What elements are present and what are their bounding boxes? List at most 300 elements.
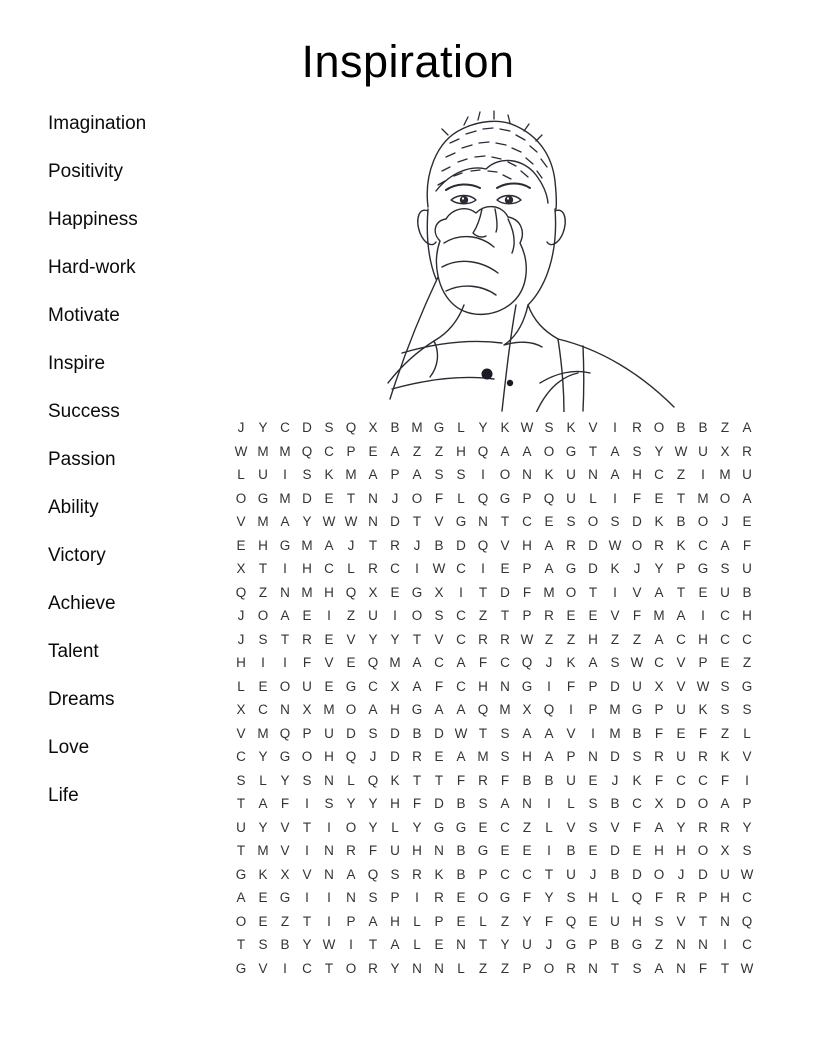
grid-cell-letter: R <box>566 537 576 553</box>
grid-cell-letter: V <box>302 866 312 882</box>
grid-cell-letter: A <box>346 866 356 882</box>
grid-cell-letter: E <box>544 514 554 530</box>
grid-cell-letter: S <box>390 866 400 882</box>
grid-cell-letter: I <box>547 678 551 694</box>
grid-cell-letter: V <box>676 913 686 929</box>
grid-cell-letter: C <box>720 631 730 647</box>
grid-cell-letter: S <box>434 608 444 624</box>
grid-cell-letter: C <box>698 772 708 788</box>
grid-cell-letter: O <box>345 819 357 835</box>
grid-cell-letter: Z <box>610 631 620 647</box>
grid-cell-letter: G <box>631 702 643 718</box>
grid-cell-letter: J <box>237 608 245 624</box>
grid-cell-letter: C <box>456 561 466 577</box>
grid-cell-letter: X <box>654 678 664 694</box>
grid-cell-letter: D <box>390 514 400 530</box>
grid-cell-letter: U <box>698 443 708 459</box>
grid-cell-letter: A <box>324 537 334 553</box>
grid-cell-letter: N <box>324 866 334 882</box>
grid-cell-letter: F <box>632 819 642 835</box>
grid-cell-letter: T <box>236 937 246 953</box>
grid-cell-letter: Q <box>345 749 357 765</box>
grid-cell-letter: N <box>588 467 598 483</box>
grid-cell-letter: O <box>345 702 357 718</box>
grid-cell-letter: U <box>236 819 246 835</box>
grid-cell-letter: O <box>653 420 665 436</box>
collar <box>430 305 558 377</box>
grid-cell-letter: A <box>610 443 620 459</box>
grid-cell-letter: V <box>434 514 444 530</box>
grid-cell-letter: V <box>610 608 620 624</box>
grid-cell-letter: A <box>654 960 664 976</box>
grid-cell-letter: X <box>720 443 730 459</box>
grid-cell-letter: W <box>520 420 534 436</box>
grid-cell-letter: C <box>434 655 444 671</box>
grid-cell-letter: B <box>412 725 422 741</box>
grid-cell-letter: V <box>566 819 576 835</box>
grid-cell-letter: V <box>500 537 510 553</box>
grid-cell-letter: Z <box>500 960 510 976</box>
grid-cell-letter: E <box>676 725 686 741</box>
grid-cell-letter: T <box>412 772 422 788</box>
grid-cell-letter: L <box>391 819 399 835</box>
grid-cell-letter: E <box>720 655 730 671</box>
word-search-grid <box>230 416 758 980</box>
grid-cell-letter: R <box>742 443 752 459</box>
grid-cell-letter: D <box>500 584 510 600</box>
forearm <box>390 277 516 411</box>
grid-cell-letter: W <box>322 514 336 530</box>
grid-cell-letter: A <box>742 420 752 436</box>
grid-cell-letter: I <box>613 490 617 506</box>
grid-cell-letter: W <box>608 537 622 553</box>
grid-cell-letter: Z <box>434 443 444 459</box>
grid-cell-letter: H <box>390 796 400 812</box>
grid-cell-letter: V <box>588 420 598 436</box>
grid-cell-letter: A <box>500 443 510 459</box>
grid-cell-letter: A <box>390 937 400 953</box>
grid-cell-letter: H <box>456 443 466 459</box>
grid-cell-letter: H <box>302 561 312 577</box>
grid-cell-letter: G <box>499 890 511 906</box>
grid-cell-letter: C <box>654 655 664 671</box>
grid-cell-letter: N <box>676 960 686 976</box>
grid-cell-letter: O <box>477 890 489 906</box>
grid-cell-letter: X <box>280 866 290 882</box>
grid-cell-letter: P <box>654 702 664 718</box>
grid-cell-letter: R <box>368 960 378 976</box>
grid-cell-letter: M <box>257 843 269 859</box>
grid-cell-letter: B <box>456 866 466 882</box>
grid-cell-letter: J <box>369 749 377 765</box>
grid-cell-letter: T <box>720 960 730 976</box>
grid-cell-letter: A <box>368 913 378 929</box>
grid-cell-letter: R <box>654 749 664 765</box>
grid-cell-letter: L <box>545 819 553 835</box>
grid-cell-letter: A <box>236 890 246 906</box>
grid-cell-letter: C <box>236 749 246 765</box>
grid-cell-letter: R <box>632 420 642 436</box>
word-list-item: Life <box>48 785 79 806</box>
grid-cell-letter: T <box>676 490 686 506</box>
grid-cell-letter: F <box>412 796 422 812</box>
grid-cell-letter: F <box>742 537 752 553</box>
grid-cell-letter: T <box>588 443 598 459</box>
grid-cell-letter: M <box>301 584 313 600</box>
word-list-item: Ability <box>48 497 99 518</box>
grid-cell-letter: N <box>522 796 532 812</box>
grid-cell-letter: M <box>257 514 269 530</box>
grid-cell-letter: C <box>676 631 686 647</box>
grid-cell-letter: L <box>413 913 421 929</box>
grid-cell-letter: T <box>434 772 444 788</box>
grid-cell-letter: T <box>368 937 378 953</box>
grid-cell-letter: H <box>522 537 532 553</box>
grid-cell-letter: T <box>676 584 686 600</box>
grid-cell-letter: A <box>588 655 598 671</box>
grid-cell-letter: W <box>696 678 710 694</box>
grid-cell-letter: G <box>411 584 423 600</box>
grid-cell-letter: H <box>654 843 664 859</box>
grid-cell-letter: S <box>368 890 378 906</box>
grid-cell-letter: F <box>368 843 378 859</box>
grid-cell-letter: V <box>676 655 686 671</box>
grid-cell-letter: H <box>698 631 708 647</box>
grid-cell-letter: D <box>302 490 312 506</box>
grid-cell-letter: S <box>258 631 268 647</box>
grid-cell-letter: I <box>327 913 331 929</box>
grid-cell-letter: C <box>390 561 400 577</box>
grid-cell-letter: A <box>522 443 532 459</box>
grid-cell-letter: L <box>611 890 619 906</box>
grid-cell-letter: R <box>412 749 422 765</box>
grid-cell-letter: V <box>280 843 290 859</box>
grid-cell-letter: F <box>654 725 664 741</box>
grid-cell-letter: Z <box>544 631 554 647</box>
grid-cell-letter: R <box>566 960 576 976</box>
grid-cell-letter: K <box>434 866 444 882</box>
grid-cell-letter: F <box>280 796 290 812</box>
grid-cell-letter: I <box>701 467 705 483</box>
grid-cell-letter: T <box>544 866 554 882</box>
grid-cell-letter: K <box>324 467 334 483</box>
grid-cell-letter: E <box>742 514 752 530</box>
grid-cell-letter: A <box>654 819 664 835</box>
grid-cell-letter: A <box>412 467 422 483</box>
grid-cell-letter: J <box>677 866 685 882</box>
grid-cell-letter: S <box>456 467 466 483</box>
grid-cell-letter: R <box>720 819 730 835</box>
grid-cell-letter: W <box>322 937 336 953</box>
grid-cell-letter: N <box>588 960 598 976</box>
grid-cell-letter: Z <box>478 608 488 624</box>
grid-cell-letter: X <box>368 420 378 436</box>
grid-cell-letter: Y <box>368 819 378 835</box>
grid-cell-letter: W <box>630 655 644 671</box>
grid-cell-letter: S <box>368 725 378 741</box>
grid-cell-letter: Y <box>654 561 664 577</box>
grid-cell-letter: O <box>345 960 357 976</box>
grid-cell-letter: A <box>456 655 466 671</box>
grid-cell-letter: S <box>236 772 246 788</box>
grid-cell-letter: A <box>280 514 290 530</box>
grid-cell-letter: Y <box>544 890 554 906</box>
grid-cell-letter: Q <box>367 772 379 788</box>
grid-cell-letter: G <box>565 443 577 459</box>
word-list-item: Achieve <box>48 593 116 614</box>
grid-cell-letter: P <box>346 443 356 459</box>
grid-cell-letter: A <box>368 467 378 483</box>
shirt-details <box>536 339 590 412</box>
grid-cell-letter: Y <box>654 443 664 459</box>
grid-cell-letter: A <box>456 749 466 765</box>
grid-cell-letter: C <box>500 819 510 835</box>
grid-cell-letter: U <box>302 678 312 694</box>
grid-cell-letter: N <box>698 937 708 953</box>
grid-cell-letter: I <box>745 772 749 788</box>
grid-cell-letter: F <box>654 890 664 906</box>
grid-cell-letter: S <box>324 796 334 812</box>
grid-cell-letter: B <box>456 796 466 812</box>
grid-cell-letter: U <box>368 608 378 624</box>
grid-cell-letter: O <box>499 467 511 483</box>
grid-cell-letter: I <box>327 608 331 624</box>
grid-cell-letter: I <box>613 584 617 600</box>
grid-cell-letter: W <box>432 561 446 577</box>
grid-cell-letter: H <box>478 678 488 694</box>
grid-cell-letter: Q <box>367 655 379 671</box>
grid-cell-letter: Q <box>477 702 489 718</box>
grid-cell-letter: N <box>588 749 598 765</box>
grid-cell-letter: U <box>566 866 576 882</box>
grid-cell-letter: K <box>676 537 686 553</box>
grid-cell-letter: P <box>346 913 356 929</box>
grid-cell-letter: S <box>500 725 510 741</box>
grid-cell-letter: T <box>324 960 334 976</box>
grid-cell-letter: M <box>301 537 313 553</box>
grid-cell-letter: C <box>522 514 532 530</box>
grid-cell-letter: B <box>610 937 620 953</box>
grid-cell-letter: L <box>589 490 597 506</box>
grid-cell-letter: L <box>457 960 465 976</box>
grid-cell-letter: F <box>544 913 554 929</box>
grid-cell-letter: Q <box>477 443 489 459</box>
grid-cell-letter: Z <box>676 467 686 483</box>
grid-cell-letter: A <box>434 702 444 718</box>
grid-cell-letter: Y <box>258 749 268 765</box>
grid-cell-letter: M <box>609 725 621 741</box>
grid-cell-letter: A <box>676 608 686 624</box>
grid-cell-letter: U <box>566 772 576 788</box>
grid-cell-letter: E <box>368 443 378 459</box>
grid-cell-letter: Q <box>345 420 357 436</box>
grid-cell-letter: U <box>610 913 620 929</box>
grid-cell-letter: A <box>412 678 422 694</box>
grid-cell-letter: T <box>346 490 356 506</box>
grid-cell-letter: P <box>522 960 532 976</box>
grid-cell-letter: R <box>698 749 708 765</box>
grid-cell-letter: S <box>324 420 334 436</box>
grid-cell-letter: O <box>411 608 423 624</box>
grid-cell-letter: T <box>478 725 488 741</box>
grid-cell-letter: I <box>723 937 727 953</box>
grid-cell-letter: K <box>390 772 400 788</box>
grid-cell-letter: P <box>588 678 598 694</box>
grid-cell-letter: F <box>302 655 312 671</box>
cuff-button-large <box>482 369 493 380</box>
grid-cell-letter: C <box>720 608 730 624</box>
grid-cell-letter: E <box>588 608 598 624</box>
grid-cell-letter: L <box>259 772 267 788</box>
grid-cell-letter: Q <box>631 890 643 906</box>
grid-cell-letter: W <box>674 443 688 459</box>
grid-cell-letter: A <box>610 467 620 483</box>
grid-cell-letter: J <box>391 490 399 506</box>
grid-cell-letter: B <box>544 772 554 788</box>
grid-cell-letter: E <box>500 843 510 859</box>
grid-cell-letter: Q <box>345 584 357 600</box>
grid-cell-letter: J <box>347 537 355 553</box>
grid-cell-letter: X <box>434 584 444 600</box>
grid-cell-letter: Y <box>280 772 290 788</box>
grid-cell-letter: L <box>567 796 575 812</box>
grid-cell-letter: V <box>280 819 290 835</box>
grid-cell-letter: Y <box>390 631 400 647</box>
grid-cell-letter: N <box>280 702 290 718</box>
grid-cell-letter: O <box>543 443 555 459</box>
grid-cell-letter: C <box>456 631 466 647</box>
grid-cell-letter: N <box>324 772 334 788</box>
grid-cell-letter: U <box>720 584 730 600</box>
grid-cell-letter: R <box>698 819 708 835</box>
grid-cell-letter: S <box>742 702 752 718</box>
grid-cell-letter: E <box>258 890 268 906</box>
grid-cell-letter: W <box>234 443 248 459</box>
grid-cell-letter: R <box>478 631 488 647</box>
grid-cell-letter: B <box>676 514 686 530</box>
grid-cell-letter: E <box>588 913 598 929</box>
grid-cell-letter: F <box>632 608 642 624</box>
grid-cell-letter: H <box>632 913 642 929</box>
grid-cell-letter: G <box>279 749 291 765</box>
grid-cell-letter: Q <box>565 913 577 929</box>
grid-cell-letter: V <box>566 725 576 741</box>
grid-cell-letter: H <box>324 584 334 600</box>
grid-cell-letter: E <box>324 490 334 506</box>
grid-cell-letter: E <box>324 631 334 647</box>
grid-cell-letter: X <box>236 702 246 718</box>
grid-cell-letter: M <box>323 702 335 718</box>
grid-cell-letter: O <box>587 514 599 530</box>
grid-cell-letter: G <box>433 819 445 835</box>
grid-cell-letter: X <box>236 561 246 577</box>
grid-cell-letter: G <box>455 819 467 835</box>
grid-cell-letter: A <box>258 796 268 812</box>
grid-cell-letter: I <box>481 467 485 483</box>
grid-cell-letter: S <box>632 749 642 765</box>
grid-cell-letter: F <box>654 772 664 788</box>
grid-cell-letter: B <box>390 420 400 436</box>
grid-cell-letter: B <box>522 772 532 788</box>
grid-cell-letter: T <box>588 584 598 600</box>
grid-cell-letter: S <box>544 420 554 436</box>
grid-cell-letter: S <box>742 843 752 859</box>
grid-cell-letter: K <box>698 702 708 718</box>
grid-cell-letter: T <box>412 514 422 530</box>
word-list-item: Hard-work <box>48 257 136 278</box>
grid-cell-letter: E <box>456 890 466 906</box>
grid-cell-letter: A <box>544 561 554 577</box>
grid-cell-letter: J <box>237 631 245 647</box>
grid-cell-letter: V <box>236 514 246 530</box>
grid-cell-letter: D <box>698 866 708 882</box>
grid-cell-letter: I <box>591 725 595 741</box>
grid-cell-letter: Q <box>543 702 555 718</box>
grid-cell-letter: G <box>565 937 577 953</box>
grid-cell-letter: V <box>610 819 620 835</box>
grid-cell-letter: V <box>346 631 356 647</box>
grid-cell-letter: E <box>258 913 268 929</box>
grid-cell-letter: K <box>566 420 576 436</box>
grid-cell-letter: Y <box>258 420 268 436</box>
grid-cell-letter: F <box>522 890 532 906</box>
grid-cell-letter: M <box>543 584 555 600</box>
grid-cell-letter: W <box>740 866 754 882</box>
grid-cell-letter: L <box>347 772 355 788</box>
grid-cell-letter: Y <box>368 631 378 647</box>
grid-cell-letter: Q <box>367 866 379 882</box>
grid-cell-letter: I <box>305 890 309 906</box>
grid-cell-letter: F <box>632 490 642 506</box>
grid-cell-letter: P <box>698 890 708 906</box>
grid-cell-letter: K <box>632 772 642 788</box>
grid-cell-letter: P <box>566 749 576 765</box>
thinking-man-illustration <box>378 90 678 412</box>
grid-cell-letter: S <box>720 678 730 694</box>
grid-cell-letter: G <box>631 937 643 953</box>
grid-cell-letter: R <box>434 890 444 906</box>
grid-cell-letter: E <box>522 843 532 859</box>
grid-cell-letter: G <box>521 678 533 694</box>
grid-cell-letter: D <box>610 678 620 694</box>
grid-cell-letter: U <box>566 490 576 506</box>
grid-cell-letter: K <box>544 467 554 483</box>
grid-cell-letter: E <box>346 655 356 671</box>
grid-cell-letter: N <box>324 843 334 859</box>
eyebrows <box>446 184 530 191</box>
grid-cell-letter: N <box>434 843 444 859</box>
grid-cell-letter: V <box>236 725 246 741</box>
grid-cell-letter: Z <box>346 608 356 624</box>
grid-cell-letter: A <box>742 490 752 506</box>
grid-cell-letter: F <box>434 678 444 694</box>
grid-cell-letter: C <box>742 890 752 906</box>
grid-cell-letter: A <box>544 537 554 553</box>
grid-cell-letter: T <box>302 913 312 929</box>
grid-cell-letter: P <box>522 490 532 506</box>
grid-cell-letter: G <box>345 678 357 694</box>
grid-cell-letter: G <box>477 843 489 859</box>
grid-cell-letter: U <box>742 561 752 577</box>
grid-cell-letter: D <box>346 725 356 741</box>
grid-cell-letter: H <box>632 467 642 483</box>
grid-cell-letter: E <box>390 584 400 600</box>
grid-cell-letter: D <box>632 514 642 530</box>
grid-cell-letter: K <box>258 866 268 882</box>
grid-cell-letter: J <box>589 866 597 882</box>
grid-cell-letter: M <box>279 490 291 506</box>
grid-cell-letter: R <box>500 631 510 647</box>
